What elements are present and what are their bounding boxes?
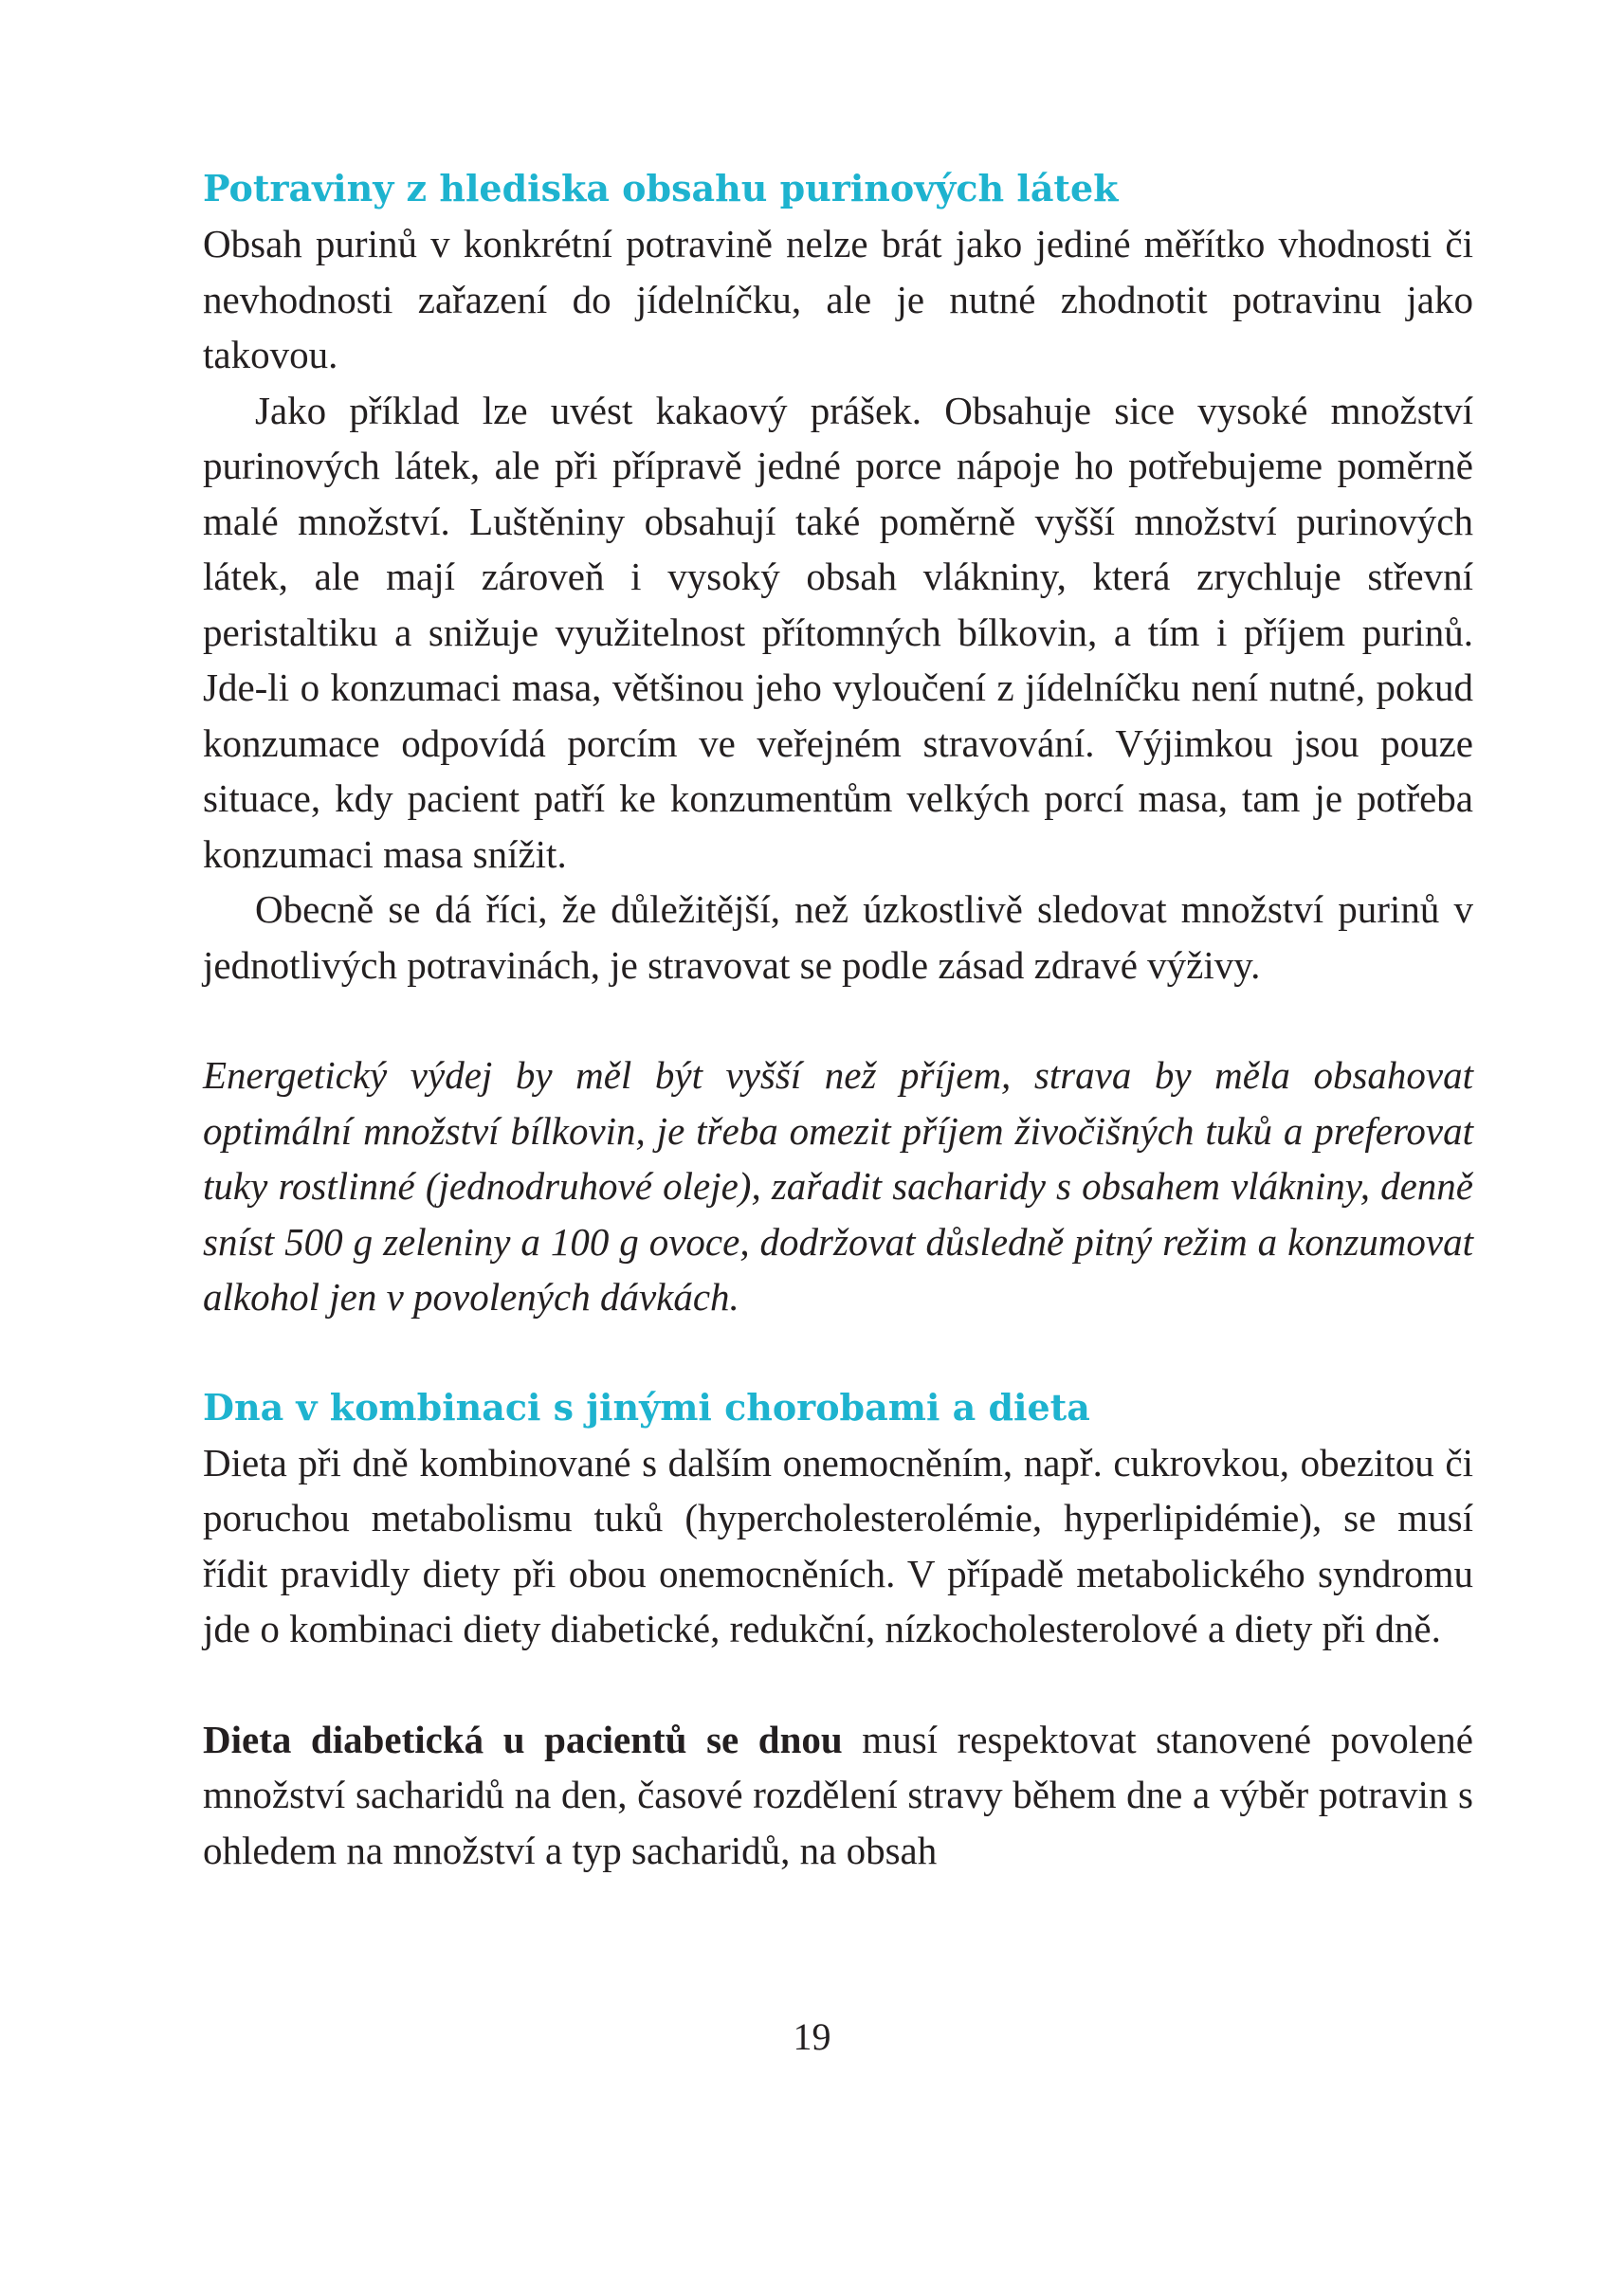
bold-lead-text: Dieta diabetická u pacientů se dnou — [203, 1717, 843, 1761]
section-heading-purine-foods: Potraviny z hlediska obsahu purinových látek — [203, 167, 1119, 209]
page-number: 19 — [793, 2015, 831, 2058]
spacer — [203, 993, 1473, 1047]
paragraph: Obsah purinů v konkrétní potravině nelze brát jako jediné měřítko vhodnosti či nevhodnosti zařazení do jídelníčku, ale je nutné zhodnotit potravinu jako takovou. — [203, 222, 1473, 376]
page-content — [203, 161, 1473, 1878]
section-body-purine-foods — [203, 216, 1473, 1380]
italic-recommendation: Energetický výdej by měl být vyšší než příjem, strava by měla obsahovat optimální množství bílkovin, je třeba omezit příjem živočišných tuků a preferovat tuky rostlinné (jednodruhové oleje), zařadit sacharidy s obsahem vlákniny, denně sníst 500 g zeleniny a 100 g ovoce, dodržovat důsledně pitný režim a konzumovat alkohol jen v povolených dávkách. — [203, 1053, 1473, 1319]
spacer — [203, 1657, 1473, 1712]
section-body-gout-combined — [203, 1435, 1473, 1879]
paragraph: Obecně se dá říci, že důležitější, než úzkostlivě sledovat množství purinů v jednotlivých potravinách, je stravovat se podle zásad zdravé výživy. — [203, 887, 1473, 987]
paragraph-diabetic-diet — [203, 1712, 1473, 1879]
section-heading-gout-combined: Dna v kombinaci s jinými chorobami a dieta — [203, 1385, 1090, 1429]
paragraph-text: musí respektovat stanovené povolené množství sacharidů na den, časové rozdělení stravy během dne a výběr potravin s ohledem na množství a typ sacharidů, na obsah — [203, 1717, 1473, 1872]
paragraph: Dieta při dně kombinované s dalším onemocněním, např. cukrovkou, obezitou či poruchou metabolismu tuků (hypercholesterolémie, hyperlipidémie), se musí řídit pravidly diety při obou onemocněních. V případě metabolického syndromu jde o kombinaci diety diabetické, redukční, nízkocholesterolové a diety při dně. — [203, 1440, 1473, 1650]
paragraph: Jako příklad lze uvést kakaový prášek. Obsahuje sice vysoké množství purinových látek, ale při přípravě jedné porce nápoje ho potřebujeme poměrně malé množství. Luštěniny obsahují také poměrně vyšší množství purinových látek, ale mají zároveň i vysoký obsah vlákniny, která zrychluje střevní peristaltiku a snižuje využitelnost přítomných bílkovin, a tím i příjem purinů. Jde-li o konzumaci masa, většinou jeho vyloučení z jídelníčku není nutné, pokud konzumace odpovídá porcím ve veřejném stravování. Výjimkou jsou pouze situace, kdy pacient patří ke konzumentům velkých porcí masa, tam je potřeba konzumaci masa snížit. — [203, 388, 1473, 876]
spacer — [203, 1325, 1473, 1380]
